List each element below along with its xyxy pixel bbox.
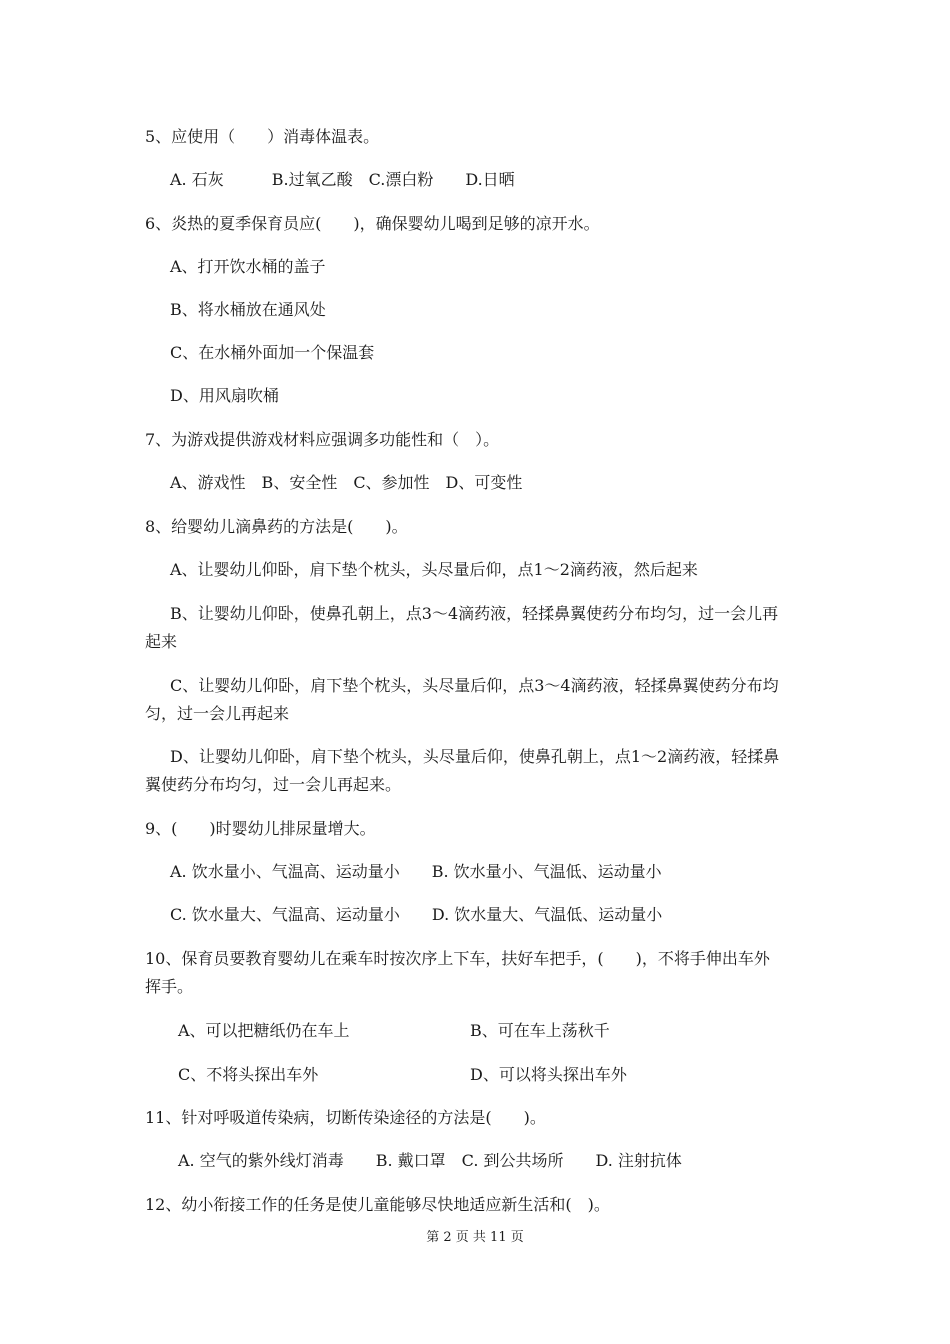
question-6-option-b: B、将水桶放在通风处 bbox=[170, 300, 326, 319]
question-5-stem: 5、应使用（ ）消毒体温表。 bbox=[145, 127, 380, 146]
page-number-footer: 第 2 页 共 11 页 bbox=[426, 1230, 524, 1245]
question-12-stem: 12、幼小衔接工作的任务是使儿童能够尽快地适应新生活和( )。 bbox=[145, 1195, 610, 1214]
question-8-option-b-cont: 起来 bbox=[145, 632, 178, 651]
question-8-stem: 8、给婴幼儿滴鼻药的方法是( )。 bbox=[145, 517, 408, 536]
question-9-options-row-2: C. 饮水量大、气温高、运动量小 D. 饮水量大、气温低、运动量小 bbox=[170, 905, 663, 924]
question-10-option-b: B、可在车上荡秋千 bbox=[470, 1021, 610, 1040]
question-8-option-d: D、让婴幼儿仰卧，肩下垫个枕头，头尽量后仰，使鼻孔朝上，点1～2滴药液，轻揉鼻 bbox=[170, 747, 780, 766]
question-9-stem: 9、( )时婴幼儿排尿量增大。 bbox=[145, 819, 376, 838]
question-11-options: A. 空气的紫外线灯消毒 B. 戴口罩 C. 到公共场所 D. 注射抗体 bbox=[178, 1151, 682, 1170]
question-10-option-d: D、可以将头探出车外 bbox=[470, 1065, 627, 1084]
question-11-stem: 11、针对呼吸道传染病，切断传染途径的方法是( )。 bbox=[145, 1108, 546, 1127]
question-7-stem: 7、为游戏提供游戏材料应强调多功能性和（ ）。 bbox=[145, 430, 500, 449]
question-6-stem: 6、炎热的夏季保育员应( )，确保婴幼儿喝到足够的凉开水。 bbox=[145, 214, 600, 233]
question-8-option-d-cont: 翼使药分布均匀，过一会儿再起来。 bbox=[145, 775, 402, 794]
question-10-option-a: A、可以把糖纸仍在车上 bbox=[178, 1021, 350, 1040]
question-9-options-row-1: A. 饮水量小、气温高、运动量小 B. 饮水量小、气温低、运动量小 bbox=[170, 862, 662, 881]
question-6-option-c: C、在水桶外面加一个保温套 bbox=[170, 343, 375, 362]
question-6-option-d: D、用风扇吹桶 bbox=[170, 386, 279, 405]
question-8-option-c: C、让婴幼儿仰卧，肩下垫个枕头，头尽量后仰，点3～4滴药液，轻揉鼻翼使药分布均 bbox=[170, 676, 779, 695]
question-8-option-c-cont: 匀，过一会儿再起来 bbox=[145, 704, 290, 723]
question-8-option-a: A、让婴幼儿仰卧，肩下垫个枕头，头尽量后仰，点1～2滴药液，然后起来 bbox=[170, 560, 698, 579]
question-10-stem-cont: 挥手。 bbox=[145, 977, 194, 996]
question-10-option-c: C、不将头探出车外 bbox=[178, 1065, 319, 1084]
question-5-options: A. 石灰 B.过氧乙酸 C.漂白粉 D.日晒 bbox=[170, 170, 515, 189]
question-8-option-b: B、让婴幼儿仰卧，使鼻孔朝上，点3～4滴药液，轻揉鼻翼使药分布均匀，过一会儿再 bbox=[170, 604, 779, 623]
question-7-options: A、游戏性 B、安全性 C、参加性 D、可变性 bbox=[170, 473, 523, 492]
question-10-stem: 10、保育员要教育婴幼儿在乘车时按次序上下车，扶好车把手，( )，不将手伸出车外 bbox=[145, 949, 770, 968]
question-6-option-a: A、打开饮水桶的盖子 bbox=[170, 257, 326, 276]
